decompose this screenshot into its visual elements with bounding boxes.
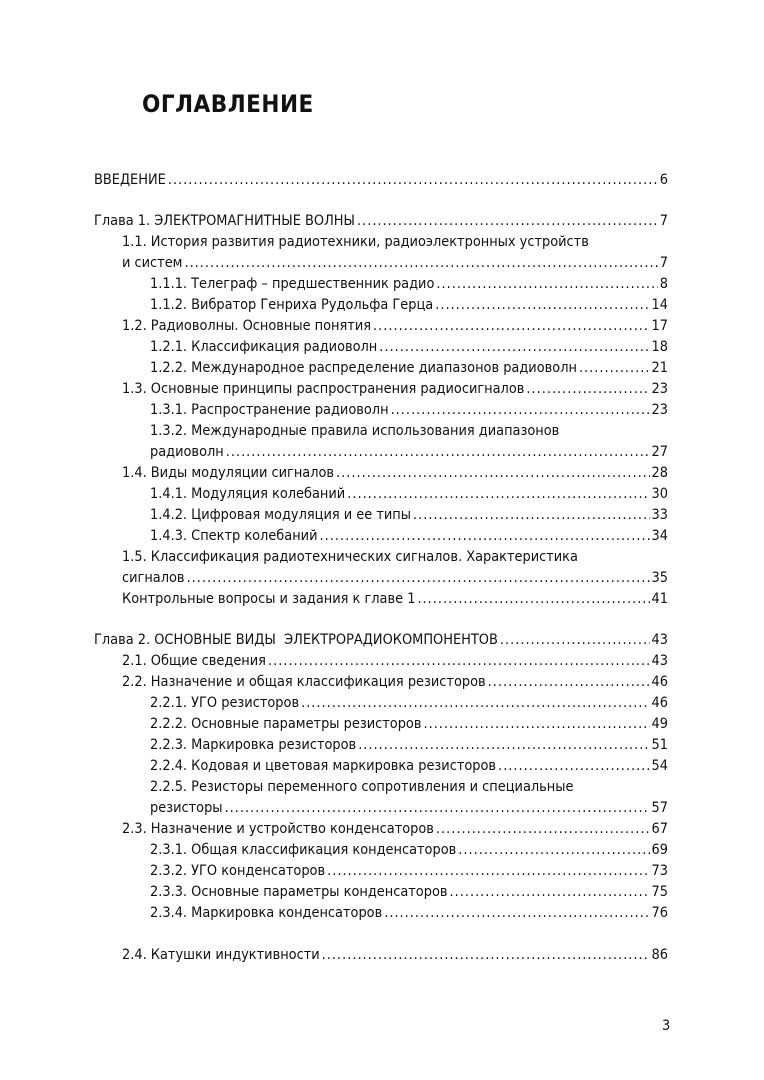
toc-entry-1-2-2[interactable] [94,358,668,379]
toc-entry-2-4[interactable] [94,945,668,966]
toc-entry-2-3-3[interactable] [94,882,668,903]
toc-entry-text: и систем [122,255,183,271]
toc-entry-text: 1.4.2. Цифровая модуляция и ее типы [150,507,411,523]
toc-entry-page: 57 [651,800,668,816]
toc-entry-page: 14 [651,297,668,313]
toc-entry-text: 2.2.2. Основные параметры резисторов [150,716,422,732]
toc-entry-text-first-line: 2.2.5. Резисторы переменного сопротивления и специальные [150,779,574,795]
toc-entry-page: 51 [651,737,668,753]
dot-leader [500,630,650,651]
toc-entry-text: 1.1.2. Вибратор Генриха Рудольфа Герца [150,297,434,313]
toc-entry-page: 41 [651,591,668,607]
toc-entry-page: 21 [651,360,668,376]
toc-entry-page: 34 [651,528,668,544]
dot-leader [498,756,649,777]
dot-leader [579,358,650,379]
toc-entry-1-2-1[interactable] [94,337,668,358]
toc-entry-text: Глава 1. ЭЛЕКТРОМАГНИТНЫЕ ВОЛНЫ [94,213,355,229]
toc-entry-page: 73 [651,863,668,879]
toc-entry-text: 2.2.3. Маркировка резисторов [150,737,357,753]
toc-entry-text: 2.3.2. УГО конденсаторов [150,863,326,879]
dot-leader [225,798,650,819]
toc-entry-2-2-1[interactable] [94,693,668,714]
dot-leader [391,400,650,421]
toc-entry-page: 43 [651,653,668,669]
toc-entry-text: 2.3.3. Основные параметры конденсаторов [150,884,448,900]
toc-entry-page: 30 [651,486,668,502]
toc-entry-1-3-1[interactable] [94,400,668,421]
toc-entry-page: 86 [651,947,668,963]
toc-entry-2-3[interactable] [94,819,668,840]
toc-entry-page: 28 [651,465,668,481]
toc-entry-text: 2.3. Назначение и устройство конденсаторов [122,821,434,837]
toc-entry-page: 23 [651,381,668,397]
toc-entry-2-2-5[interactable] [94,777,668,819]
toc-entry-text: сигналов [122,570,185,586]
dot-leader [417,589,649,610]
toc-entry-1-4-2[interactable] [94,505,668,526]
toc-entry-text: 2.3.4. Маркировка конденсаторов [150,905,383,921]
toc-entry-1-2[interactable] [94,316,668,337]
toc-entry-text: Глава 2. ОСНОВНЫЕ ВИДЫ ЭЛЕКТРОРАДИОКОМПОНЕНТОВ [94,632,498,648]
dot-leader [458,840,649,861]
toc-entry-text: 1.4. Виды модуляции сигналов [122,465,335,481]
toc-entry-page: 46 [651,695,668,711]
toc-entry-page: 33 [651,507,668,523]
toc-entry-1-4-3[interactable] [94,526,668,547]
toc-entry-2-2-2[interactable] [94,714,668,735]
toc-entry-text: 2.2.1. УГО резисторов [150,695,300,711]
toc-entry-text: 2.3.1. Общая классификация конденсаторов [150,842,457,858]
toc-entry-text: ВВЕДЕНИЕ [94,172,166,188]
toc-entry-page: 7 [659,255,668,271]
toc-entry-chapter-1-questions[interactable] [94,589,668,610]
toc-entry-2-2-3[interactable] [94,735,668,756]
toc-entry-text: радиоволн [150,444,224,460]
toc-entry-text: 2.4. Катушки индуктивности [122,947,320,963]
toc-entry-2-2-4[interactable] [94,756,668,777]
toc-entry-page: 6 [659,172,668,188]
toc-entry-text-first-line: 1.3.2. Международные правила использования диапазонов [150,423,560,439]
dot-leader [268,651,650,672]
table-of-contents [94,170,668,966]
toc-entry-1-4-1[interactable] [94,484,668,505]
toc-entry-text: резисторы [150,800,223,816]
toc-entry-text: 1.4.3. Спектр колебаний [150,528,318,544]
dot-leader [187,568,650,589]
toc-entry-page: 69 [651,842,668,858]
toc-entry-text-first-line: 1.1. История развития радиотехники, радиоэлектронных устройств [122,234,589,250]
toc-entry-text: 2.2. Назначение и общая классификация резисторов [122,674,486,690]
dot-leader [184,253,657,274]
dot-leader [373,316,649,337]
toc-entry-page: 27 [651,444,668,460]
toc-entry-page: 18 [651,339,668,355]
toc-entry-text: 1.1.1. Телеграф – предшественник радио [150,276,435,292]
toc-entry-text: Контрольные вопросы и задания к главе 1 [122,591,416,607]
dot-leader [436,274,657,295]
toc-entry-1-1[interactable] [94,232,668,274]
dot-leader [526,379,649,400]
toc-entry-text: 1.2. Радиоволны. Основные понятия [122,318,372,334]
toc-entry-page: 23 [651,402,668,418]
dot-leader [336,463,649,484]
toc-entry-chapter-1[interactable] [94,211,668,232]
dot-leader [168,170,658,191]
toc-entry-text: 2.1. Общие сведения [122,653,266,669]
toc-entry-introduction[interactable] [94,170,668,191]
toc-entry-1-1-2[interactable] [94,295,668,316]
dot-leader [436,819,650,840]
toc-entry-1-4[interactable] [94,463,668,484]
toc-entry-1-5[interactable] [94,547,668,589]
toc-entry-page: 35 [651,570,668,586]
dot-leader [357,211,658,232]
toc-entry-1-3-2[interactable] [94,421,668,463]
dot-leader [358,735,649,756]
toc-entry-text-first-line: 1.5. Классификация радиотехнических сигналов. Характеристика [122,549,578,565]
toc-entry-page: 76 [651,905,668,921]
toc-entry-2-1[interactable] [94,651,668,672]
toc-entry-text: 1.4.1. Модуляция колебаний [150,486,346,502]
page-number: 3 [662,1018,671,1034]
dot-leader [320,526,650,547]
dot-leader [413,505,650,526]
toc-entry-text: 1.3. Основные принципы распространения радиосигналов [122,381,525,397]
dot-leader [379,337,649,358]
dot-leader [384,903,649,924]
toc-entry-page: 7 [659,213,668,229]
toc-entry-chapter-2[interactable] [94,630,668,651]
toc-entry-page: 17 [651,318,668,334]
page-title: ОГЛАВЛЕНИЕ [142,90,314,118]
dot-leader [322,945,650,966]
toc-entry-2-3-4[interactable] [94,903,668,924]
dot-leader [301,693,649,714]
dot-leader [226,442,650,463]
dot-leader [423,714,649,735]
toc-entry-page: 46 [651,674,668,690]
toc-entry-page: 49 [651,716,668,732]
toc-entry-1-1-1[interactable] [94,274,668,295]
toc-entry-2-3-2[interactable] [94,861,668,882]
toc-entry-2-3-1[interactable] [94,840,668,861]
toc-entry-1-3[interactable] [94,379,668,400]
toc-entry-page: 54 [651,758,668,774]
toc-entry-page: 43 [651,632,668,648]
dot-leader [435,295,649,316]
toc-entry-page: 75 [651,884,668,900]
toc-entry-text: 1.2.1. Классификация радиоволн [150,339,378,355]
toc-entry-page: 8 [659,276,668,292]
toc-entry-text: 1.2.2. Международное распределение диапазонов радиоволн [150,360,577,376]
dot-leader [327,861,649,882]
toc-entry-text: 2.2.4. Кодовая и цветовая маркировка резисторов [150,758,497,774]
toc-entry-2-2[interactable] [94,672,668,693]
toc-entry-text: 1.3.1. Распространение радиоволн [150,402,389,418]
dot-leader [488,672,650,693]
toc-entry-page: 67 [651,821,668,837]
dot-leader [450,882,650,903]
dot-leader [347,484,649,505]
